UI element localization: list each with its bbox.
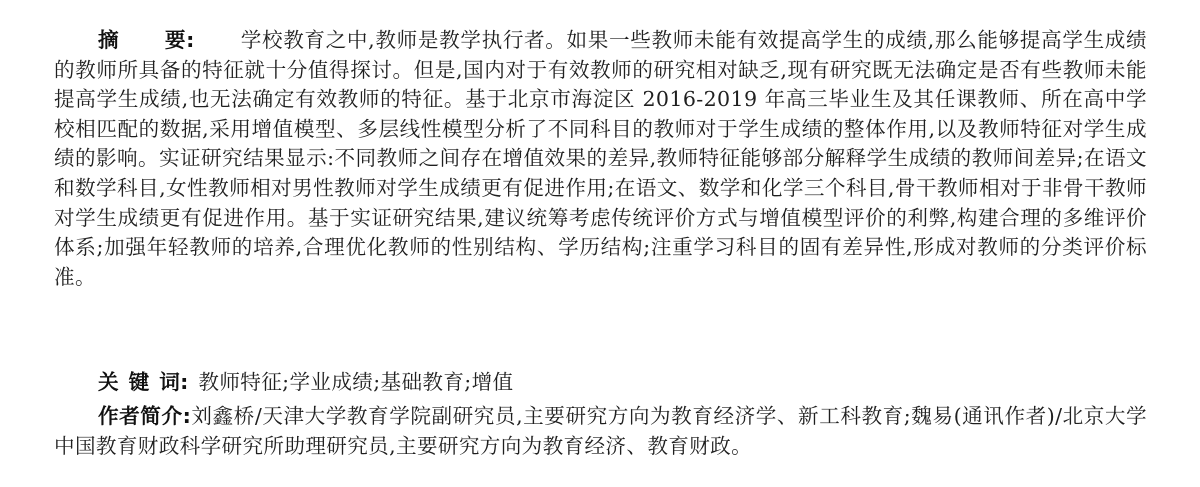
author-bio-paragraph [54,402,1147,461]
abstract-label-char-1: 摘 [98,28,165,52]
author-bio-label [98,404,191,428]
keywords-label-char-1: 关 [98,370,129,394]
abstract-label-separator: : [186,28,241,52]
keywords-text: 教师特征;学业成绩;基础教育;增值 [198,370,514,394]
keywords-label [98,370,198,394]
keywords-label-char-2: 键 [128,370,160,394]
abstract-paragraph [54,26,1147,292]
author-bio-text: 刘鑫桥/天津大学教育学院副研究员,主要研究方向为教育经济学、新工科教育;魏易(通讯作者)/北京大学中国教育财政科学研究所助理研究员,主要研究方向为教育经济、教育财政。 [54,404,1148,458]
abstract-label [98,28,240,52]
abstract-text: 学校教育之中,教师是教学执行者。如果一些教师未能有效提高学生的成绩,那么能够提高学生成绩的教师所具备的特征就十分值得探讨。但是,国内对于有效教师的研究相对缺乏,现有研究既无法确定是否有些教师未能提高学生成绩,也无法确定有效教师的特征。基于北京市海淀区 2016-2019 年高三毕业生及其任课教师、所在高中学校相匹配的数据,采用增值模型、多层线性模型分析了不同科目的教师对于学生成绩的整体作用,以及教师特征对学生成绩的影响。实证研究结果显示:不同教师之间存在增值效果的差异,教师特征能够部分解释学生成绩的教师间差异;在语文和数学科目,女性教师相对男性教师对学生成绩更有促进作用;在语文、数学和化学三个科目,骨干教师相对于非骨干教师对学生成绩更有促进作用。基于实证研究结果,建议统筹考虑传统评价方式与增值模型评价的利弊,构建合理的多维评价体系;加强年轻教师的培养,合理优化教师的性别结构、学历结构;注重学习科目的固有差异性,形成对教师的分类评价标准。 [54,28,1147,289]
keywords-label-separator: : [180,370,199,394]
keywords-paragraph [54,368,1147,398]
keywords-label-char-3: 词 [159,370,181,394]
abstract-label-char-2: 要 [164,28,187,52]
author-bio-label-text: 作者简介 [98,404,183,428]
author-bio-label-separator: : [182,404,192,428]
